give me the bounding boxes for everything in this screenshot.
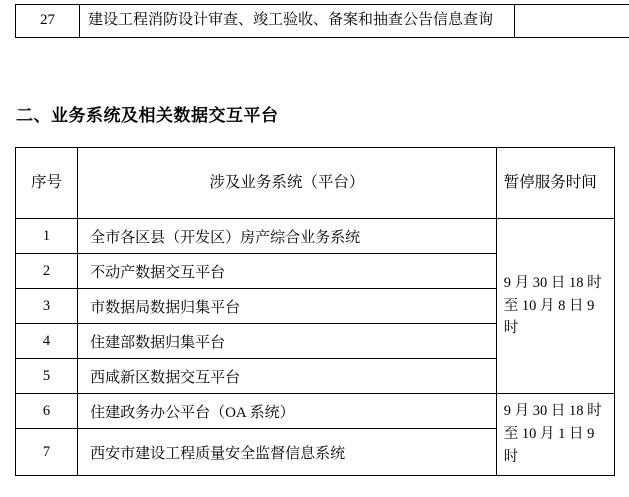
row-no: 6 — [16, 394, 78, 429]
row-no: 1 — [16, 219, 78, 254]
row-index: 27 — [16, 5, 80, 38]
row-system: 市数据局数据归集平台 — [78, 289, 497, 324]
header-no: 序号 — [16, 148, 78, 219]
table-header-row — [16, 148, 615, 219]
row-time-group-1: 9 月 30 日 18 时至 10 月 8 日 9 时 — [496, 219, 614, 394]
section-heading: 二、业务系统及相关数据交互平台 — [16, 106, 279, 125]
row-no: 3 — [16, 289, 78, 324]
row-text: 建设工程消防设计审查、竣工验收、备案和抽查公告信息查询 — [80, 5, 515, 38]
table-row — [16, 394, 615, 429]
row-system: 住建部数据归集平台 — [78, 324, 497, 359]
row-no: 5 — [16, 359, 78, 394]
systems-table — [15, 147, 615, 476]
header-time: 暂停服务时间 — [496, 148, 614, 219]
row-system: 不动产数据交互平台 — [78, 254, 497, 289]
header-system: 涉及业务系统（平台） — [78, 148, 497, 219]
table-row — [16, 5, 629, 38]
row-no: 7 — [16, 429, 78, 476]
row-time-group-2: 9 月 30 日 18 时至 10 月 1 日 9 时 — [496, 394, 614, 476]
row-empty-cell — [515, 5, 629, 38]
continued-table — [15, 4, 629, 38]
table-row — [16, 219, 615, 254]
row-no: 4 — [16, 324, 78, 359]
row-system: 住建政务办公平台（OA 系统） — [78, 394, 497, 429]
row-no: 2 — [16, 254, 78, 289]
row-system: 西咸新区数据交互平台 — [78, 359, 497, 394]
row-system: 全市各区县（开发区）房产综合业务系统 — [78, 219, 497, 254]
row-system: 西安市建设工程质量安全监督信息系统 — [78, 429, 497, 476]
